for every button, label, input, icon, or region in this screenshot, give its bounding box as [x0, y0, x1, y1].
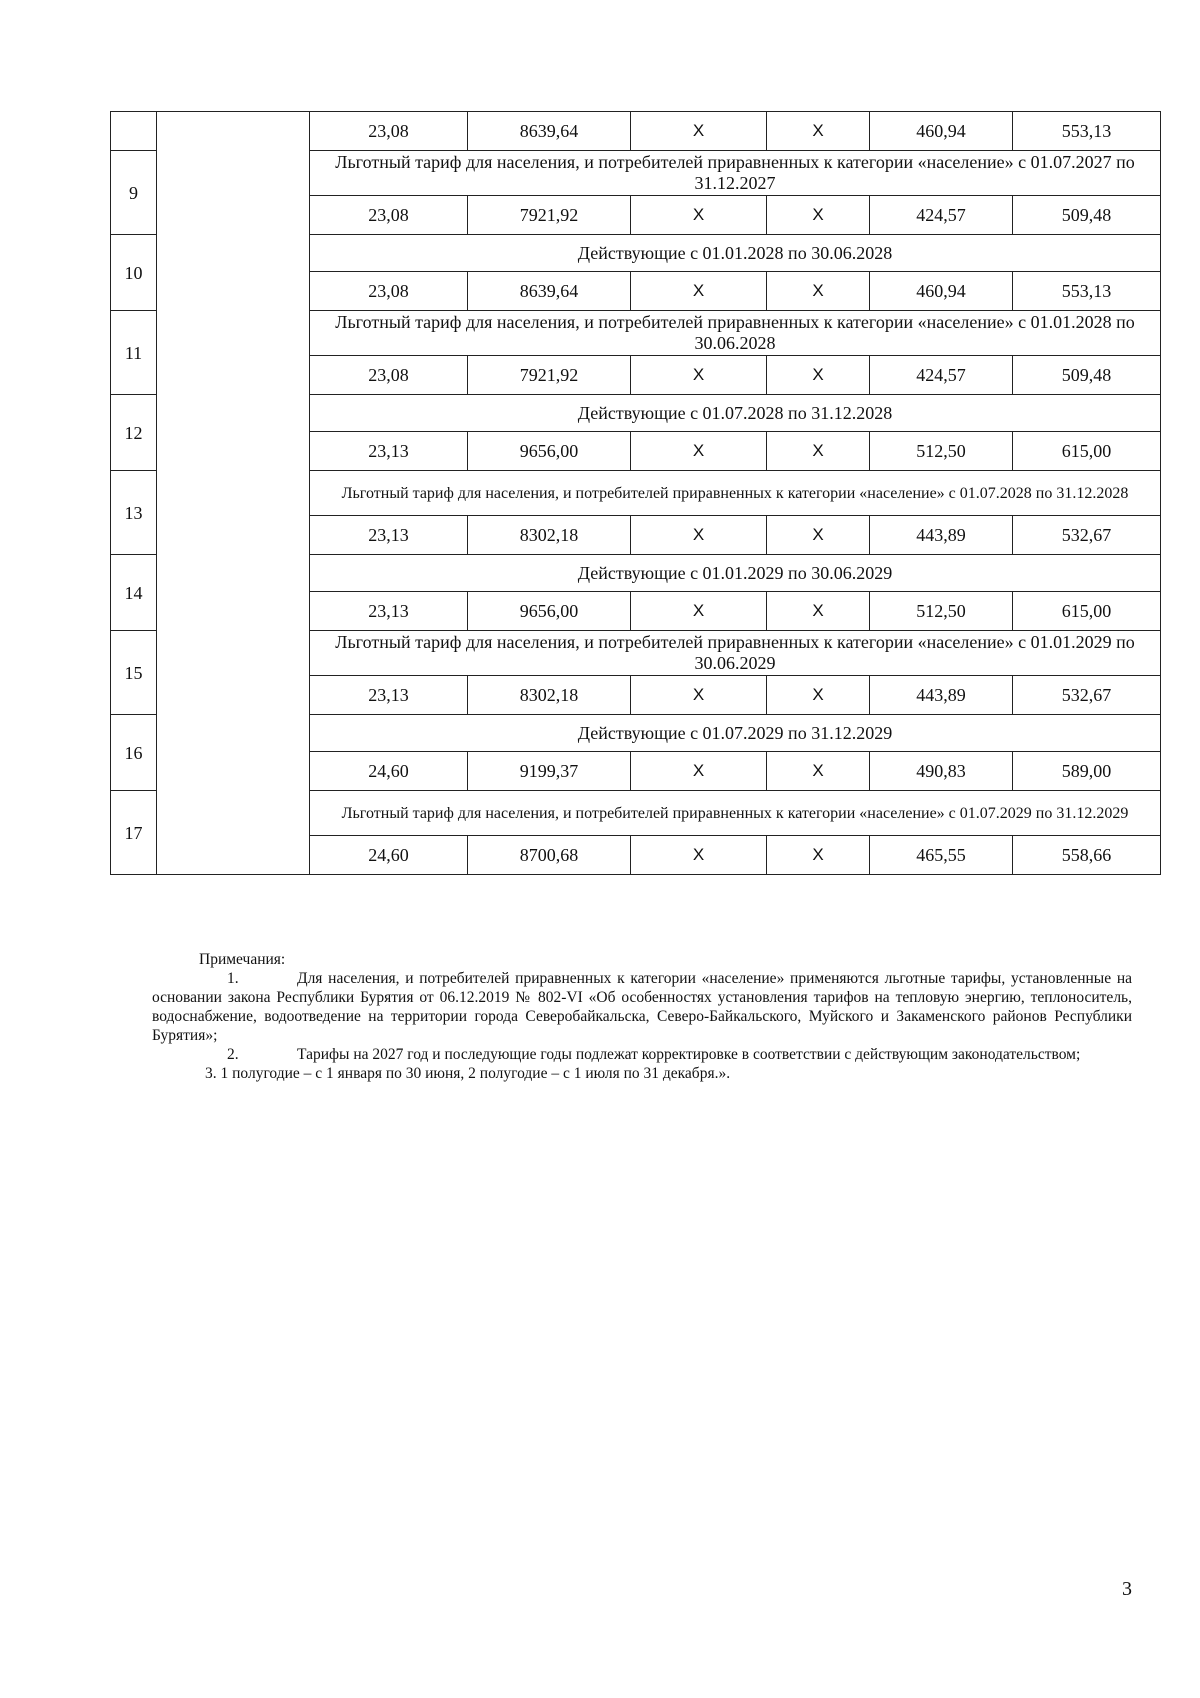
- row-number-cell: [111, 112, 157, 151]
- tariff-period-heading: Льготный тариф для населения, и потребителей приравненных к категории «население» с 01.07.2028 по 31.12.2028: [310, 471, 1161, 516]
- value-cell: 532,67: [1013, 516, 1161, 555]
- value-cell: X: [767, 196, 870, 235]
- tariff-period-heading: Льготный тариф для населения, и потребителей приравненных к категории «население» с 01.07.2027 по 31.12.2027: [310, 151, 1161, 196]
- value-cell: 24,60: [310, 752, 468, 791]
- value-cell: X: [631, 432, 767, 471]
- row-number-cell: 9: [111, 151, 157, 235]
- table-row: [111, 112, 1161, 151]
- value-cell: X: [631, 272, 767, 311]
- row-number-cell: 16: [111, 715, 157, 791]
- value-cell: 553,13: [1013, 112, 1161, 151]
- value-cell: X: [631, 112, 767, 151]
- tariff-period-heading: Льготный тариф для населения, и потребителей приравненных к категории «население» с 01.01.2029 по 30.06.2029: [310, 631, 1161, 676]
- tariff-period-heading: Льготный тариф для населения, и потребителей приравненных к категории «население» с 01.01.2028 по 30.06.2028: [310, 311, 1161, 356]
- value-cell: 9199,37: [468, 752, 631, 791]
- value-cell: X: [767, 752, 870, 791]
- value-cell: 7921,92: [468, 196, 631, 235]
- value-cell: X: [631, 516, 767, 555]
- tariff-period-heading: Действующие с 01.07.2028 по 31.12.2028: [310, 395, 1161, 432]
- value-cell: 23,13: [310, 516, 468, 555]
- value-cell: X: [767, 592, 870, 631]
- value-cell: X: [767, 272, 870, 311]
- row-number-cell: 15: [111, 631, 157, 715]
- notes-section: [152, 950, 1132, 1083]
- note-item-2: [152, 1045, 1132, 1064]
- value-cell: 23,13: [310, 432, 468, 471]
- value-cell: 8639,64: [468, 112, 631, 151]
- value-cell: 509,48: [1013, 196, 1161, 235]
- tariff-table: [110, 111, 1161, 875]
- note-number: 1.: [227, 970, 239, 987]
- value-cell: 9656,00: [468, 592, 631, 631]
- row-number-cell: 12: [111, 395, 157, 471]
- value-cell: 443,89: [870, 676, 1013, 715]
- value-cell: 7921,92: [468, 356, 631, 395]
- value-cell: X: [631, 752, 767, 791]
- value-cell: 23,08: [310, 272, 468, 311]
- tariff-period-heading: Действующие с 01.07.2029 по 31.12.2029: [310, 715, 1161, 752]
- note-text: Тарифы на 2027 год и последующие годы подлежат корректировке в соответствии с действующим законодательством;: [297, 1046, 1081, 1063]
- value-cell: 558,66: [1013, 836, 1161, 875]
- value-cell: 8639,64: [468, 272, 631, 311]
- value-cell: X: [631, 592, 767, 631]
- value-cell: 465,55: [870, 836, 1013, 875]
- value-cell: 23,08: [310, 112, 468, 151]
- value-cell: 23,08: [310, 196, 468, 235]
- value-cell: X: [767, 516, 870, 555]
- value-cell: 23,13: [310, 592, 468, 631]
- value-cell: 424,57: [870, 356, 1013, 395]
- note-text: Для населения, и потребителей приравненных к категории «население» применяются льготные тарифы, установленные на основании закона Республики Бурятия от 06.12.2019 № 802-VI «Об особенностях установления тарифов на тепловую энергию, теплоноситель, водоснабжение, водоотведение на территории города Северобайкальска, Северо-Байкальского, Муйского и Закаменского районов Республики Бурятия»;: [152, 970, 1132, 1044]
- value-cell: 512,50: [870, 432, 1013, 471]
- notes-title: Примечания:: [199, 951, 286, 968]
- value-cell: 460,94: [870, 272, 1013, 311]
- value-cell: X: [631, 356, 767, 395]
- value-cell: 512,50: [870, 592, 1013, 631]
- value-cell: 443,89: [870, 516, 1013, 555]
- value-cell: X: [631, 676, 767, 715]
- value-cell: X: [767, 676, 870, 715]
- row-number-cell: 14: [111, 555, 157, 631]
- value-cell: 615,00: [1013, 432, 1161, 471]
- value-cell: X: [631, 836, 767, 875]
- note-item-1: [152, 969, 1132, 1045]
- value-cell: X: [767, 432, 870, 471]
- value-cell: X: [767, 836, 870, 875]
- row-number-cell: 13: [111, 471, 157, 555]
- value-cell: 615,00: [1013, 592, 1161, 631]
- value-cell: 8700,68: [468, 836, 631, 875]
- note-number: 2.: [227, 1046, 239, 1063]
- value-cell: 23,13: [310, 676, 468, 715]
- table-body: [111, 112, 1161, 875]
- value-cell: 589,00: [1013, 752, 1161, 791]
- tariff-period-heading: Действующие с 01.01.2029 по 30.06.2029: [310, 555, 1161, 592]
- value-cell: X: [631, 196, 767, 235]
- value-cell: 8302,18: [468, 516, 631, 555]
- row-number-cell: 11: [111, 311, 157, 395]
- value-cell: 23,08: [310, 356, 468, 395]
- value-cell: 532,67: [1013, 676, 1161, 715]
- page-number: 3: [1122, 1578, 1132, 1600]
- value-cell: 460,94: [870, 112, 1013, 151]
- note-item-3: 3. 1 полугодие – с 1 января по 30 июня, 2 полугодие – с 1 июля по 31 декабря.».: [205, 1065, 731, 1082]
- tariff-period-heading: Действующие с 01.01.2028 по 30.06.2028: [310, 235, 1161, 272]
- value-cell: 553,13: [1013, 272, 1161, 311]
- value-cell: 490,83: [870, 752, 1013, 791]
- value-cell: 509,48: [1013, 356, 1161, 395]
- value-cell: X: [767, 112, 870, 151]
- value-cell: 24,60: [310, 836, 468, 875]
- consumer-group-cell: [157, 112, 310, 875]
- value-cell: 424,57: [870, 196, 1013, 235]
- tariff-period-heading: Льготный тариф для населения, и потребителей приравненных к категории «население» с 01.07.2029 по 31.12.2029: [310, 791, 1161, 836]
- value-cell: 9656,00: [468, 432, 631, 471]
- row-number-cell: 10: [111, 235, 157, 311]
- value-cell: 8302,18: [468, 676, 631, 715]
- row-number-cell: 17: [111, 791, 157, 875]
- value-cell: X: [767, 356, 870, 395]
